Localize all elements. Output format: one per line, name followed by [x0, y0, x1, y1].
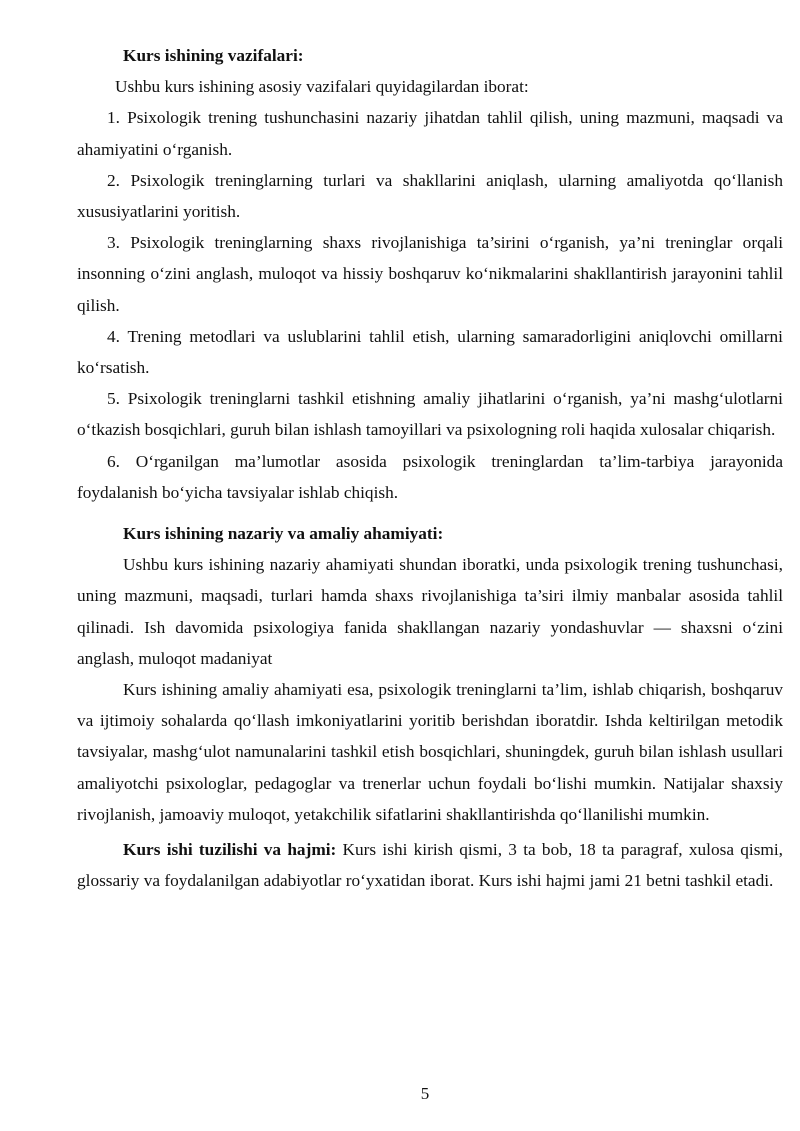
task-item-5: 5. Psixologik treninglarni tashkil etishning amaliy jihatlarini o‘rganish, ya’ni mashg‘ulotlarni o‘tkazish bosqichlari, guruh bilan ishlash tamoyillari va psixologning roli haqida xulosalar chiqarish.: [77, 389, 783, 440]
task-item-2: 2. Psixologik treninglarning turlari va shakllarini aniqlash, ularning amaliyotda qo‘llanish xususiyatlarini yoritish.: [77, 170, 783, 222]
structure-text: Kurs ishi kirish qismi, 3 ta bob, 18 ta paragraf, xulosa qismi, glossariy va foydalanilgan adabiyotlar ro‘yxatidan iborat. Kurs ishi hajmi jami 21 betni tashkil etadi.: [77, 840, 783, 891]
task-item-3: 3. Psixologik treninglarning shaxs rivojlanishiga ta’sirini o‘rganish, ya’ni treninglar orqali insonning o‘zini anglash, muloqot va hissiy boshqaruv ko‘nikmalarini shakllantirish jarayonini tahlil qilish.: [77, 233, 783, 315]
section-heading-significance: Kurs ishining nazariy va amaliy ahamiyati:: [123, 524, 444, 544]
practical-significance-paragraph: Kurs ishining amaliy ahamiyati esa, psixologik treninglarni ta’lim, ishlab chiqarish, boshqaruv va ijtimoiy sohalarda qo‘llash imkoniyatlarini yoritib berishdan iboratdir. Ishda keltirilgan metodik tavsiyalar, mashg‘ulot namunalarini tashkil etish bosqichlari, shuningdek, guruh bilan ishlash usullari amaliyotchi psixologlar, pedagoglar va trenerlar uchun foydali bo‘lishi mumkin. Natijalar shaxsiy rivojlanish, jamoaviy muloqot, yetakchilik sifatlarini shakllantirishda qo‘llanilishi mumkin.: [77, 680, 783, 824]
page-number: 5: [420, 1084, 430, 1103]
task-item-4: 4. Trening metodlari va uslublarini tahlil etish, ularning samaradorligini aniqlovchi omillarni ko‘rsatish.: [77, 326, 783, 378]
section-heading-structure: Kurs ishi tuzilishi va hajmi:: [123, 840, 337, 860]
section-heading-tasks: Kurs ishining vazifalari:: [123, 46, 304, 65]
theoretical-significance-paragraph: Ushbu kurs ishining nazariy ahamiyati shundan iboratki, unda psixologik trening tushunchasi, uning mazmuni, maqsadi, turlari hamda shaxs rivojlanishiga ta’siri ilmiy manbalar asosida tahlil qilinadi. Ish davomida psixologiya fanida shakllangan nazariy yondashuvlar — shaxsni o‘zini anglash, muloqot madaniyat: [77, 555, 783, 668]
tasks-intro: Ushbu kurs ishining asosiy vazifalari quyidagilardan iborat:: [115, 77, 529, 97]
document-page: [77, 40, 783, 896]
task-item-6: 6. O‘rganilgan ma’lumotlar asosida psixologik treninglardan ta’lim-tarbiya jarayonida foydalanish bo‘yicha tavsiyalar ishlab chiqish.: [77, 451, 783, 502]
task-item-1: 1. Psixologik trening tushunchasini nazariy jihatdan tahlil qilish, uning mazmuni, maqsadi va ahamiyatini o‘rganish.: [77, 108, 783, 159]
structure-paragraph: [77, 834, 783, 896]
